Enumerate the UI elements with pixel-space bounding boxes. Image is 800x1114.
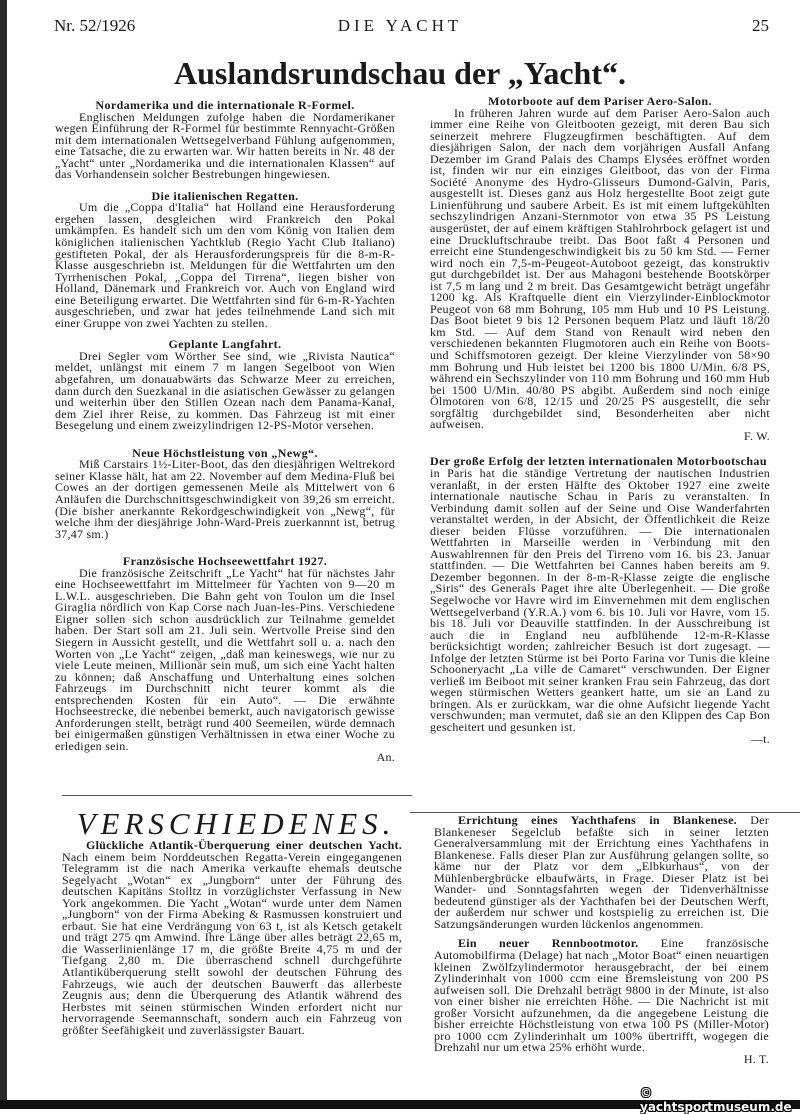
article-heading: Motorboote auf dem Pariser Aero-Salon. xyxy=(488,94,712,108)
issue-number: Nr. 52/1926 xyxy=(54,16,136,35)
left-column xyxy=(55,100,395,774)
author-signature: An. xyxy=(376,750,395,765)
article xyxy=(430,456,770,745)
article-text: Englischen Meldungen zufolge haben die Nordamerikaner wegen Einführung der R-Formel für bestimmte Rennyacht-Größen mit dem internationalen Wettsegelverband Fühlung aufgenommen, eine Tatsache, die zu erwarten war. Wir hatten bereits in Nr. 48 der „Yacht“ unter „Nordamerika und die internationalen Klassen“ auf das Vorhandensein solcher Bestrebungen hingewiesen. xyxy=(55,109,395,182)
news-item-text: Eine französische Automobilfirma (Delage) hat nach „Motor Boat“ einen neuartigen kleinen Zwölfzylindermotor herausgebracht, der bei einem Zylinderinhalt von 1000 ccm eine Bremsleistung von 200 PS aufweisen soll. Die Drehzahl beträgt 9800 in der Minute, ist also von einer bisher nie erreichten Höhe. — Die Nachricht ist mit großer Vorsicht aufzunehmen, da die angegebene Leistung die bisher erreichte Höchstleistung von etwa 100 PS (Miller-Motor) pro 1000 ccm Zylinderinhalt um 100% übertrifft, wogegen die Drehzahl nur um etwa 25% erhöht wurde. xyxy=(434,936,769,1055)
news-item xyxy=(434,938,769,1053)
article xyxy=(430,96,770,442)
news-item xyxy=(434,815,769,930)
article-text: Miß Carstairs 1½-Liter-Boot, das den diesjährigen Weltrekord seiner Klasse hält, hat am 22. November auf dem Medina-Fluß bei Cowes an der dortigen gemessenen Meile als Mittelwert von 6 Anläufen die Durchschnittsgeschwindigkeit von 39,26 sm erreicht. (Die bisher anerkannte Rekordgeschwindigkeit von „Newg“, für welche ihm der diesjährige John-Ward-Preis zuerkannnt ist, betrug 37,47 sm.) xyxy=(55,457,395,541)
article-heading: Der große Erfolg der letzten internationalen Motorbootschau xyxy=(430,454,767,469)
article xyxy=(55,188,395,330)
news-item xyxy=(62,840,402,1036)
article-heading: Nordamerika und die internationale R-Formel. xyxy=(95,98,355,112)
article-text: Drei Segler vom Wörther See sind, wie „Rivista Nautica“ meldet, unlängst mit einem 7 m langen Segelboot von Wien abgefahren, um donauabwärts das Schwarze Meer zu erreichen, dann durch den Suezkanal in die asiatischen Gewässer zu gelangen und weiterhin über den Stillen Ozean nach dem Panama-Kanal, dem Ziel ihrer Reise, zu kommen. Das Fahrzeug ist mit einer Besegelung und einem zweizylindrigen 12-PS-Motor versehen. xyxy=(55,348,395,433)
news-item-heading: Ein neuer Rennbootmotor. xyxy=(458,936,639,951)
news-item-text: Nach einem beim Norddeutschen Regatta-Verein eingegangenen Telegramm ist die nach Amerika verkaufte ehemals deutsche Segelyacht „Wotan“ ex „Jungborn“ unter der Führung des deutschen Kapitäns Stolltz in vorzüglichster Verfassung in New York angekommen. Die Yacht „Wotan“ wurde unter dem Namen „Jungborn“ von der Firma Abeking & Rasmussen konstruiert und erbaut. Sie hat eine Verdrängung von 63 t, ist als Ketsch getakelt und trägt 275 qm Amwind. Ihre Länge über alles beträgt 22,65 m, die Wasserlinienlänge 17 m, die größte Breite 4,75 m und der Tiefgang 2,80 m. Die überraschend schnell durchgeführte Atlantiküberquerung stellt sowohl der deutschen Führung des Fahrzeugs, wie auch der deutschen Bauwerft das allerbeste Zeugnis aus; denn die Überquerung des Atlantik während des Herbstes mit seinen stürmischen Winden erfordert nicht nur hervorragende Seemannschaft, sondern auch ein Fahrzeug von größter Seefähigkeit und zuverlässigster Bauart. xyxy=(62,849,402,1037)
article-text: Die französische Zeitschrift „Le Yacht“ hat für nächstes Jahr eine Hochseewettfahrt im Mittelmeer für Yachten von 9—20 m L.W.L. ausgeschrieben. Die Bahn geht von Toulon um die Insel Giraglia nördlich von Kap Corse nach Juan-les-Pins. Verschiedene Eigner sollen sich schon ausdrücklich zur Teilnahme gemeldet haben. Der Start soll am 21. Juli sein. Wertvolle Preise sind den Siegern in Aussicht gestellt, und die Wettfahrt soll u. a. nach den Worten von „Le Yacht“ zeigen, „daß man keineswegs, wie nur zu viele Leute meinen, Millionär sein muß, um sich eine Yacht halten zu können; daß Anschaffung und Unterhaltung eines solchen Fahrzeugs im Durchschnitt nicht teurer kommt als die entsprechenden Kosten für ein Auto“. — Die erwähnte Hochseestrecke, die nebenbei bemerkt, auch navigatorisch gewisse Anforderungen stellt, beträgt rund 400 Seemeilen, würde demnach bei einigermaßen günstigen Verhältnissen in etwa einer Woche zu erledigen sein. xyxy=(55,565,395,753)
verschiedenes-left-column xyxy=(62,840,402,1036)
article xyxy=(55,556,395,764)
author-signature: H. T. xyxy=(743,1051,769,1066)
scan-edge-left xyxy=(0,0,7,1109)
article-heading: Die italienischen Regatten. xyxy=(151,188,299,203)
section-divider xyxy=(62,795,412,796)
article xyxy=(55,339,395,431)
author-signature: —t. xyxy=(750,731,770,746)
section-heading-verschiedenes: VERSCHIEDENES. xyxy=(76,806,396,841)
article-heading: Französische Hochseewettfahrt 1927. xyxy=(122,554,328,569)
news-item-heading: Errichtung eines Yachthafens in Blankenese. xyxy=(458,813,737,827)
article-text: In früheren Jahren wurde auf dem Pariser Aero-Salon auch immer eine Reihe von Gleitbooten gezeigt, mit deren Bau sich seinerzeit mehrere Flugzeugfirmen beschäftigten. Auf dem diesjährigen Salon, der nach dem vorjährigen Ausfall Anfang Dezember im Grand Palais des Champs Elysées eröffnet worden ist, finden wir nur ein einziges Gleitboot, das von der Firma Société Anonyme des Hydro-Glisseurs Dumond-Galvin, Paris, ausgestellt ist. Dieses ganz aus Holz hergestellte Boot zeigt gute Linienführung und saubere Arbeit. Es ist mit einem luftgekühlten sechszylindrigen Anzani-Sternmotor von etwa 35 PS Leistung ausgerüstet, der auf einem kräftigen Stahlrohrbock gelagert ist und eine Druckluftschraube treibt. Das Boot faßt 4 Personen und erreicht eine Stundengeschwindigkeit bis zu 50 km Std. — Ferner wird noch ein 7,5-m-Peugeot-Autoboot gezeigt, das konstruktiv gut durchgebildet ist. Der aus Mahagoni bestehende Bootskörper ist 7,5 m lang und 2 m breit. Das Gesamtgewicht beträgt ungefähr 1200 kg. Als Kraftquelle dient ein Vierzylinder-Einblockmotor Peugeot von 68 mm Bohrung, 105 mm Hub und 10 PS Leistung. Das Boot bietet 9 bis 12 Personen bequem Platz und läuft 18/20 km Std. — Auf dem Stand von Renault wird neben den verschiedenen bekannten Flugmotoren auch ein Reihe von Boots- und Schiffsmotoren gezeigt. Der kleine Vierzylinder von 58×90 mm Bohrung und Hub leistet bei 1200 bis 1800 U/Min. 6/8 PS, während ein Sechszylinder von 110 mm Bohrung und 160 mm Hub bei 1500 U/Min. 40/80 PS abgibt. Außerdem sind noch einige Ölmotoren von 6/8, 12/15 und 20/25 PS ausgestellt, die sehr sorgfältig durchgebildet sind, Besonderheiten aber nicht aufweisen. xyxy=(430,105,770,432)
article xyxy=(55,445,395,541)
article-text: in Paris hat die ständige Vertretung der nautischen Industrien veranlaßt, in der ersten Hälfte des Oktober 1927 eine zweite internationale nautische Schau in Paris zu veranstalten. In Verbindung damit sollen auf der Seine und Oise Wanderfahrten veranstaltet werden, in der Absicht, der Öffentlichkeit die Reize dieser beiden Flüsse vorzuführen. — Die internationalen Wettfahrten in Marseille werden in Verbindung mit den Auswahlrennen für den Preis del Tirreno vom 16. bis 23. Januar stattfinden. — Die Wettfahrten bei Cannes haben bereits am 9. Dezember begonnen. In der 8-m-R-Klasse zeigte die englische „Siris“ des Generals Paget ihre alte Überlegenheit. — Die große Segelwoche vor Havre wird im Einvernehmen mit dem englischen Wettsegelverband (Y.R.A.) vom 6. bis 10. Juli vor Havre, vom 15. bis 18. Juli vor Deauville stattfinden. In der Ausschreibung ist auch die in England neu aufblühende 12-m-R-Klasse berücksichtigt worden; zahlreicher Besuch ist dort zugesagt. — Infolge der letzten Stürme ist bei Porto Farina vor Tunis die kleine Schooneryacht „La ville de Camaret“ verschwunden. Der Eigner verließ im Beiboot mit seiner kranken Frau sein Fahrzeug, das dort wegen stürmischen Wetters geankert hatte, um sie an Land zu bringen. Als er zurückkam, war die ohne Aufsicht liegende Yacht verschwunden; man vermutet, daß sie an den Klippen des Cap Bon gescheitert und gesunken ist. xyxy=(430,465,770,734)
author-signature: F. W. xyxy=(744,428,770,443)
news-item-heading: Glückliche Atlantik-Überquerung einer deutschen Yacht. xyxy=(86,838,402,852)
article-heading: Geplante Langfahrt. xyxy=(168,337,282,352)
article xyxy=(55,100,395,181)
news-item-text: Der Blankeneser Segelclub befaßte sich in seiner letzten Generalversammlung mit der Errichtung eines Yachthafens in Blankenese. Falls dieser Plan zur Ausführung gelangen sollte, so käme nur der Platz vor dem „Elbkurhaus“, von der Mühlenbergbrücke elbaufwärts, in Frage. Dieser Platz ist bei Wander- und Sonntagsfahrten wegen der Tidenverhältnisse bedeutend günstiger als der Yachthafen bei der Deutschen Werft, der außerdem nur schwer und kostspielig zu erreichen ist. Die Satzungsänderungen wurden lückenlos angenommen. xyxy=(434,813,770,931)
right-column xyxy=(430,96,770,755)
page-number: 25 xyxy=(752,16,769,35)
article-heading: Neue Höchstleistung von „Newg“. xyxy=(132,445,318,460)
verschiedenes-right-column xyxy=(434,815,769,1065)
magazine-name: DIE YACHT xyxy=(337,16,463,35)
page-title: Auslandsrundschau der „Yacht“. xyxy=(174,55,626,91)
article-text: Um die „Coppa d'Italia“ hat Holland eine Herausforderung ergehen lassen, desgleichen wird Frankreich den Pokal umkämpfen. Es handelt sich um den vom König von Italien dem königlichen italienischen Yachtklub (Regio Yacht Club Italiano) gestifteten Pokal, der als Herausforderungspreis für die 8-m-R-Klasse ausgeschriebn ist. Meldungen für die Wettfahrten um den Tyrrhenischen Pokal, „Coppa del Tirrena“, liegen bisher von Holland, Dänemark und Frankreich vor. Auch von England wird eine Beteiligung erwartet. Die Wettfahrten sind für 6-m-R-Yachten ausgeschrieben, und zwar hat jedes teilnehmende Land sich mit einer Gruppe von zwei Yachten zu stellen. xyxy=(55,200,395,330)
watermark: © yachtsportmuseum.de xyxy=(640,1086,792,1114)
